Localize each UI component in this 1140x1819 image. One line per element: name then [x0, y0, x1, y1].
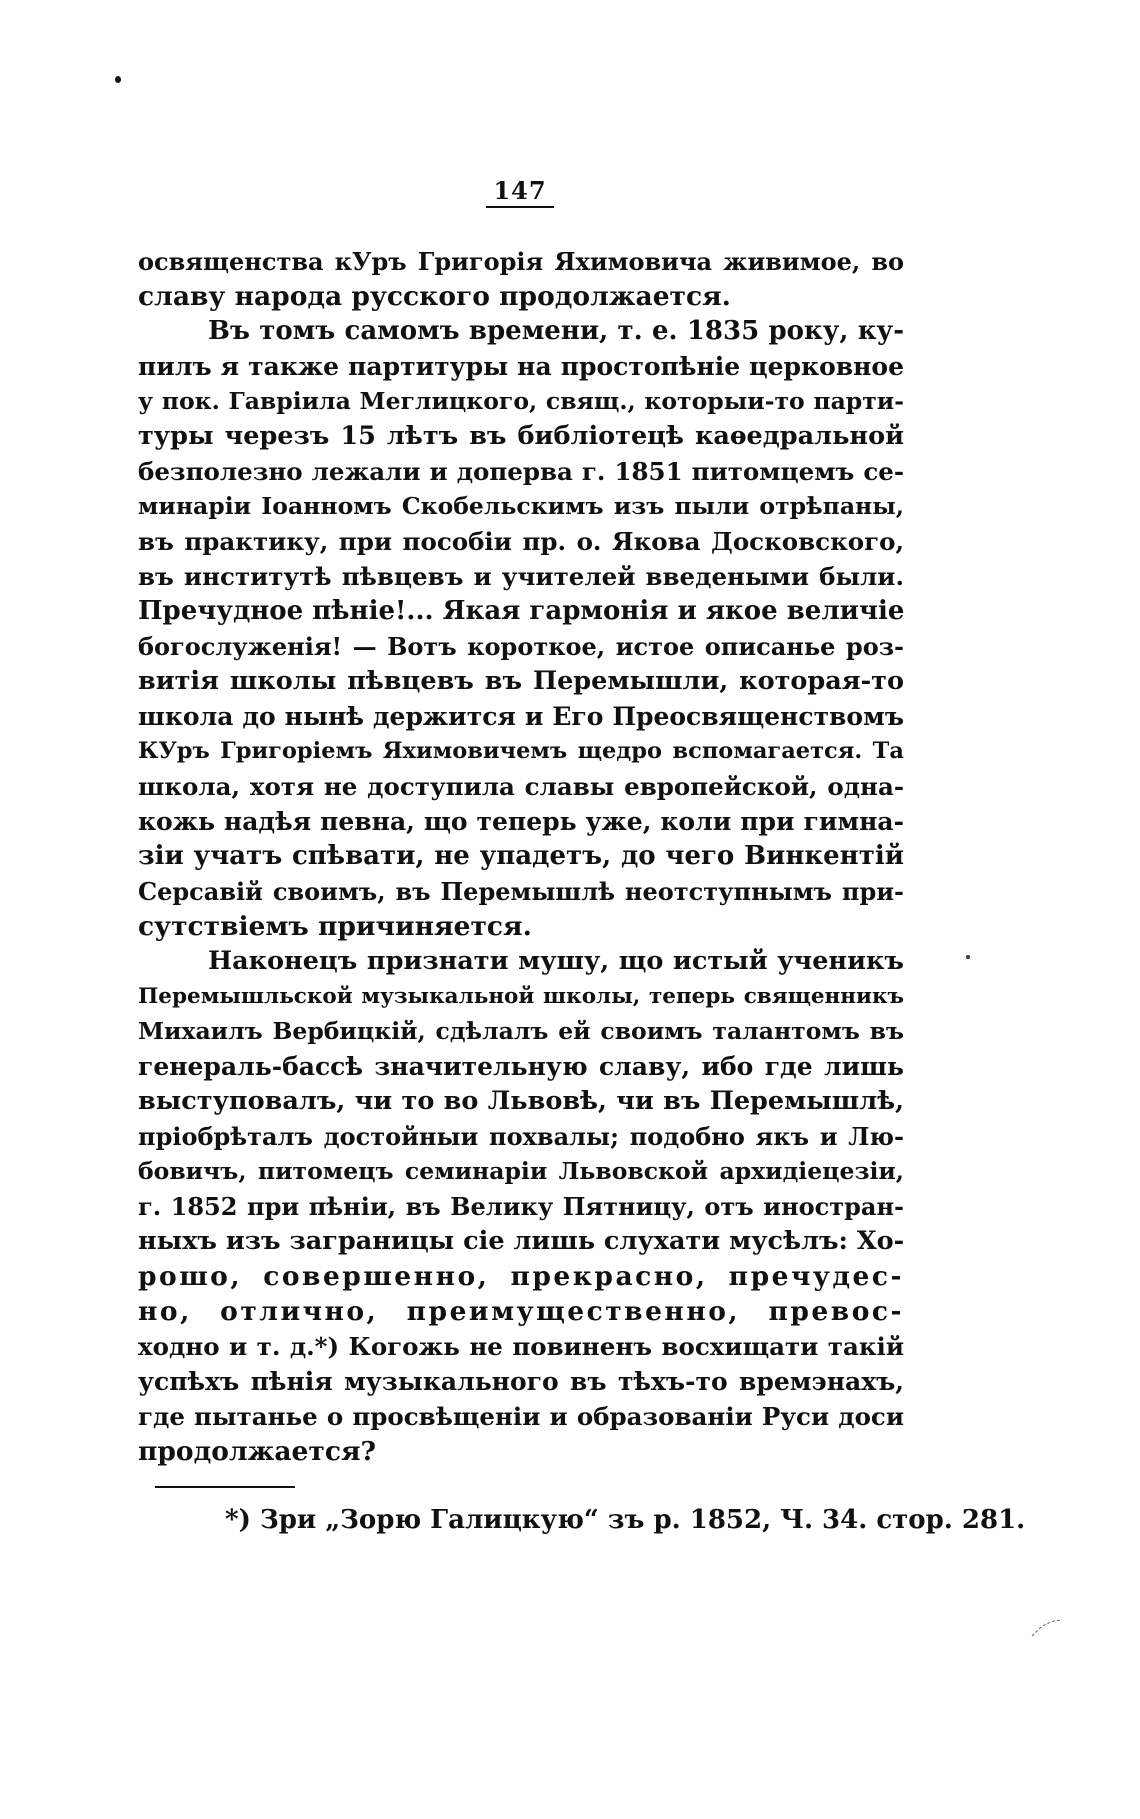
page-number-underline: [486, 206, 554, 208]
text-line: г. 1852 при пѣніи, въ Велику Пятницу, отъ иностран-: [138, 1192, 904, 1221]
text-line: Наконецъ признати мушу, що истый ученикъ: [208, 946, 904, 976]
text-line: у пок. Гавріила Меглицкого, свящ., которыи-то парти-: [138, 387, 904, 415]
text-line: туры черезъ 15 лѣтъ въ библіотецѣ каѳедральной: [138, 421, 904, 451]
text-line: Михаилъ Вербицкій, сдѣлалъ ей своимъ талантомъ въ: [138, 1017, 904, 1045]
text-line: ходно и т. д.*) Когожь не повиненъ восхищати такій: [138, 1332, 904, 1361]
footnote-divider: [155, 1486, 295, 1488]
text-line: зіи учатъ спѣвати, не упадетъ, до чего Винкентій: [138, 841, 904, 871]
text-line: витія школы пѣвцевъ въ Перемышли, которая-то: [138, 666, 904, 696]
text-line: въ институтѣ пѣвцевъ и учителей введеными были.: [138, 562, 904, 591]
text-line: славу народа русского продолжается.: [138, 281, 731, 312]
text-line: безполезно лежали и доперва г. 1851 питомцемъ се-: [138, 457, 904, 486]
text-line: школа до нынѣ держится и Его Преосвященствомъ: [138, 702, 904, 731]
text-line: Въ томъ самомъ времени, т. е. 1835 року, ку-: [208, 316, 904, 346]
text-line: пріобрѣталъ достойныи похвалы; подобно якъ и Лю-: [138, 1122, 904, 1151]
text-line: выступовалъ, чи то во Львовѣ, чи въ Перемышлѣ,: [138, 1086, 904, 1116]
text-line: богослуженія! — Вотъ короткое, истое описанье роз-: [138, 632, 904, 661]
text-line: кожь надѣя певна, що теперь уже, коли при гимна-: [138, 807, 904, 836]
text-line: пилъ я также партитуры на простопѣніе церковное: [138, 352, 904, 381]
ink-mark: [966, 955, 970, 959]
body-text: [138, 244, 904, 1469]
text-line: где пытанье о просвѣщеніи и образованіи Руси доси: [138, 1402, 904, 1431]
text-line: школа, хотя не доступила славы европейской, одна-: [138, 772, 904, 801]
text-line: минаріи Іоанномъ Скобельскимъ изъ пыли отрѣпаны,: [138, 492, 904, 520]
text-line: КУръ Григоріемъ Яхимовичемъ щедро вспомагается. Та: [138, 738, 904, 764]
text-line: Пречудное пѣніе!... Якая гармонія и якое величіе: [138, 596, 904, 626]
text-line: освященства кУръ Григорія Яхимовича живимое, во: [138, 247, 904, 276]
ink-speck: [115, 76, 121, 83]
text-line: рошо, совершенно, прекрасно, пречудес-: [138, 1261, 904, 1292]
text-line: но, отлично, преимущественно, превос-: [138, 1296, 904, 1327]
text-line: Серсавій своимъ, въ Перемышлѣ неотступнымъ при-: [138, 877, 904, 906]
text-line: въ практику, при пособіи пр. о. Якова Досковского,: [138, 527, 904, 556]
text-line: ныхъ изъ заграницы сіе лишь слухати мусѣлъ: Хо-: [138, 1226, 904, 1256]
text-line: Перемышльской музыкальной школы, теперь священникъ: [138, 984, 904, 1009]
text-line: бовичъ, питомецъ семинаріи Львовской архидіецезіи,: [138, 1157, 904, 1185]
text-line: продолжается?: [138, 1436, 377, 1467]
text-line: сутствіемъ причиняется.: [138, 911, 532, 942]
page-number: 147: [493, 176, 547, 205]
footnote: *) Зри „Зорю Галицкую“ зъ р. 1852, Ч. 34. стор. 281.: [225, 1505, 1026, 1535]
text-line: успѣхъ пѣнія музыкального въ тѣхъ-то времэнахъ,: [138, 1367, 904, 1396]
pencil-scratch: [1030, 1618, 1064, 1638]
text-line: генераль-бассѣ значительную славу, ибо где лишь: [138, 1052, 904, 1081]
